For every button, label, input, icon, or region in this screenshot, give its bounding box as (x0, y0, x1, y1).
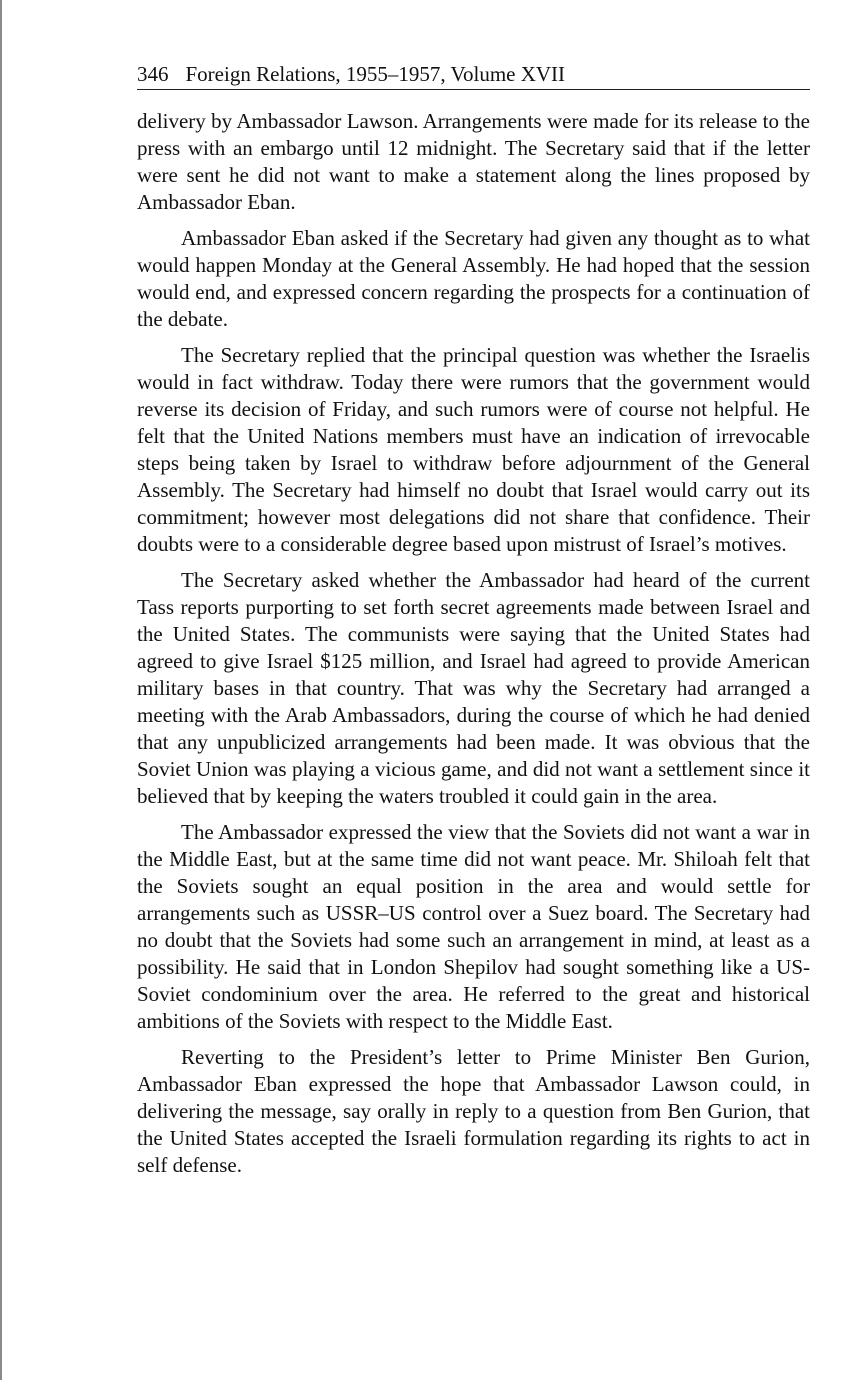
paragraph-continuation: delivery by Ambassador Lawson. Arrangements were made for its release to the press with an embargo until 12 midnight. The Secretary said that if the letter were sent he did not want to make a statement along the lines proposed by Ambassador Eban. (137, 109, 810, 214)
paragraph: The Ambassador expressed the view that the Soviets did not want a war in the Middle East, but at the same time did not want peace. Mr. Shiloah felt that the Soviets sought an equal position in the area and would settle for arrangements such as USSR–US control over a Suez board. The Secretary had no doubt that the Soviets had some such an arrangement in mind, at least as a possibility. He said that in London Shepilov had sought something like a US-Soviet condominium over the area. He referred to the great and historical ambitions of the Soviets with respect to the Middle East. (137, 820, 810, 1033)
paragraph: Ambassador Eban asked if the Secretary had given any thought as to what would happen Monday at the General Assembly. He had hoped that the session would end, and expressed concern regarding the prospects for a continuation of the debate. (137, 226, 810, 331)
running-header (137, 60, 810, 90)
paragraph: The Secretary replied that the principal question was whether the Israelis would in fact withdraw. Today there were rumors that the government would reverse its decision of Friday, and such rumors were of course not helpful. He felt that the United Nations members must have an indication of irrevocable steps being taken by Israel to withdraw before adjournment of the General Assembly. The Secretary had himself no doubt that Israel would carry out its commitment; however most delegations did not share that confidence. Their doubts were to a considerable degree based upon mistrust of Israel’s motives. (137, 343, 810, 556)
running-title: Foreign Relations, 1955–1957, Volume XVII (185, 62, 566, 86)
page-number: 346 (137, 62, 169, 86)
paragraph: Reverting to the President’s letter to Prime Minister Ben Gurion, Ambassador Eban expressed the hope that Ambassador Lawson could, in delivering the message, say orally in reply to a question from Ben Gurion, that the United States accepted the Israeli formulation regarding its rights to act in self defense. (137, 1045, 810, 1177)
page-edge (0, 0, 2, 1380)
document-page (137, 60, 810, 1188)
body-text (137, 108, 810, 1179)
paragraph: The Secretary asked whether the Ambassador had heard of the current Tass reports purporting to set forth secret agreements made between Israel and the United States. The communists were saying that the United States had agreed to give Israel $125 million, and Israel had agreed to provide American military bases in that country. That was why the Secretary had arranged a meeting with the Arab Ambassadors, during the course of which he had denied that any unpublicized arrangements had been made. It was obvious that the Soviet Union was playing a vicious game, and did not want a settlement since it believed that by keeping the waters troubled it could gain in the area. (137, 568, 810, 808)
